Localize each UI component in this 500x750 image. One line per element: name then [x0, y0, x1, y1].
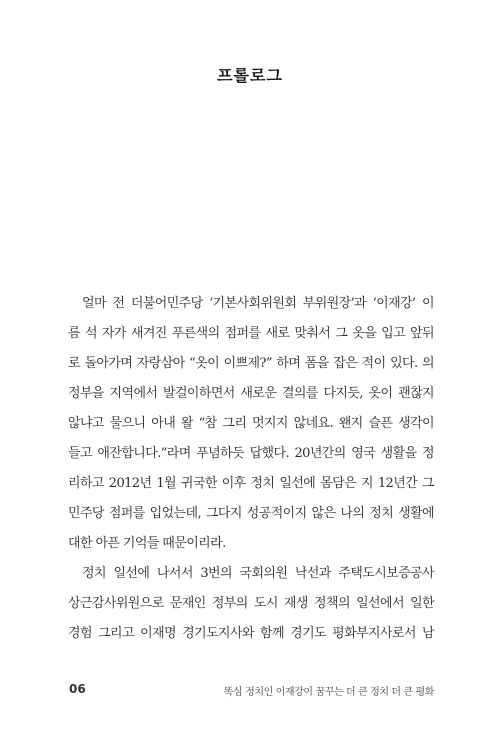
text-line: 얼마 전 더불어민주당 ‘기본사회위원회 부위원장’과 ‘이재강’ 이	[82, 296, 434, 311]
text-line: 경험 그리고 이재명 경기도지사와 함께 경기도 평화부지사로서 남	[68, 626, 434, 641]
text-line: 로 돌아가며 자랑삼아 “옷이 이쁘제?” 하며 폼을 잡은 적이 있다. 의	[68, 356, 434, 371]
text-line: 상근감사위원으로 문재인 정부의 도시 재생 정책의 일선에서 일한	[68, 596, 434, 611]
text-line: 리하고 2012년 1월 귀국한 이후 정치 일선에 몸담은 지 12년간 그	[68, 476, 434, 491]
running-footer-title: 똑심 정치인 이재강이 꿈꾸는 더 큰 정치 더 큰 평화	[223, 687, 434, 698]
page-title: 프롤로그	[217, 66, 283, 85]
text-line: 들고 애잔합니다.”라며 푸념하듯 답했다. 20년간의 영국 생활을 정	[68, 446, 434, 461]
body-text	[68, 289, 434, 649]
text-line: 대한 아픈 기억들 때문이리라.	[68, 536, 226, 551]
text-line: 정부을 지역에서 발걸이하면서 새로운 결의를 다지듯, 옷이 괜찮지	[68, 386, 434, 401]
text-line: 민주당 점퍼를 입었는데, 그다지 성공적이지 않은 나의 정치 생활에	[68, 506, 434, 521]
text-line: 않냐고 물으니 아내 왈 “참 그리 멋지지 않네요. 왠지 슬픈 생각이	[68, 416, 434, 431]
text-line: 정치 일선에 나서서 3번의 국회의원 낙선과 주택도시보증공사	[82, 566, 434, 581]
text-line: 름 석 자가 새겨진 푸른색의 점퍼를 새로 맞춰서 그 옷을 입고 앞뒤	[68, 326, 434, 341]
page-number: 06	[69, 682, 86, 696]
